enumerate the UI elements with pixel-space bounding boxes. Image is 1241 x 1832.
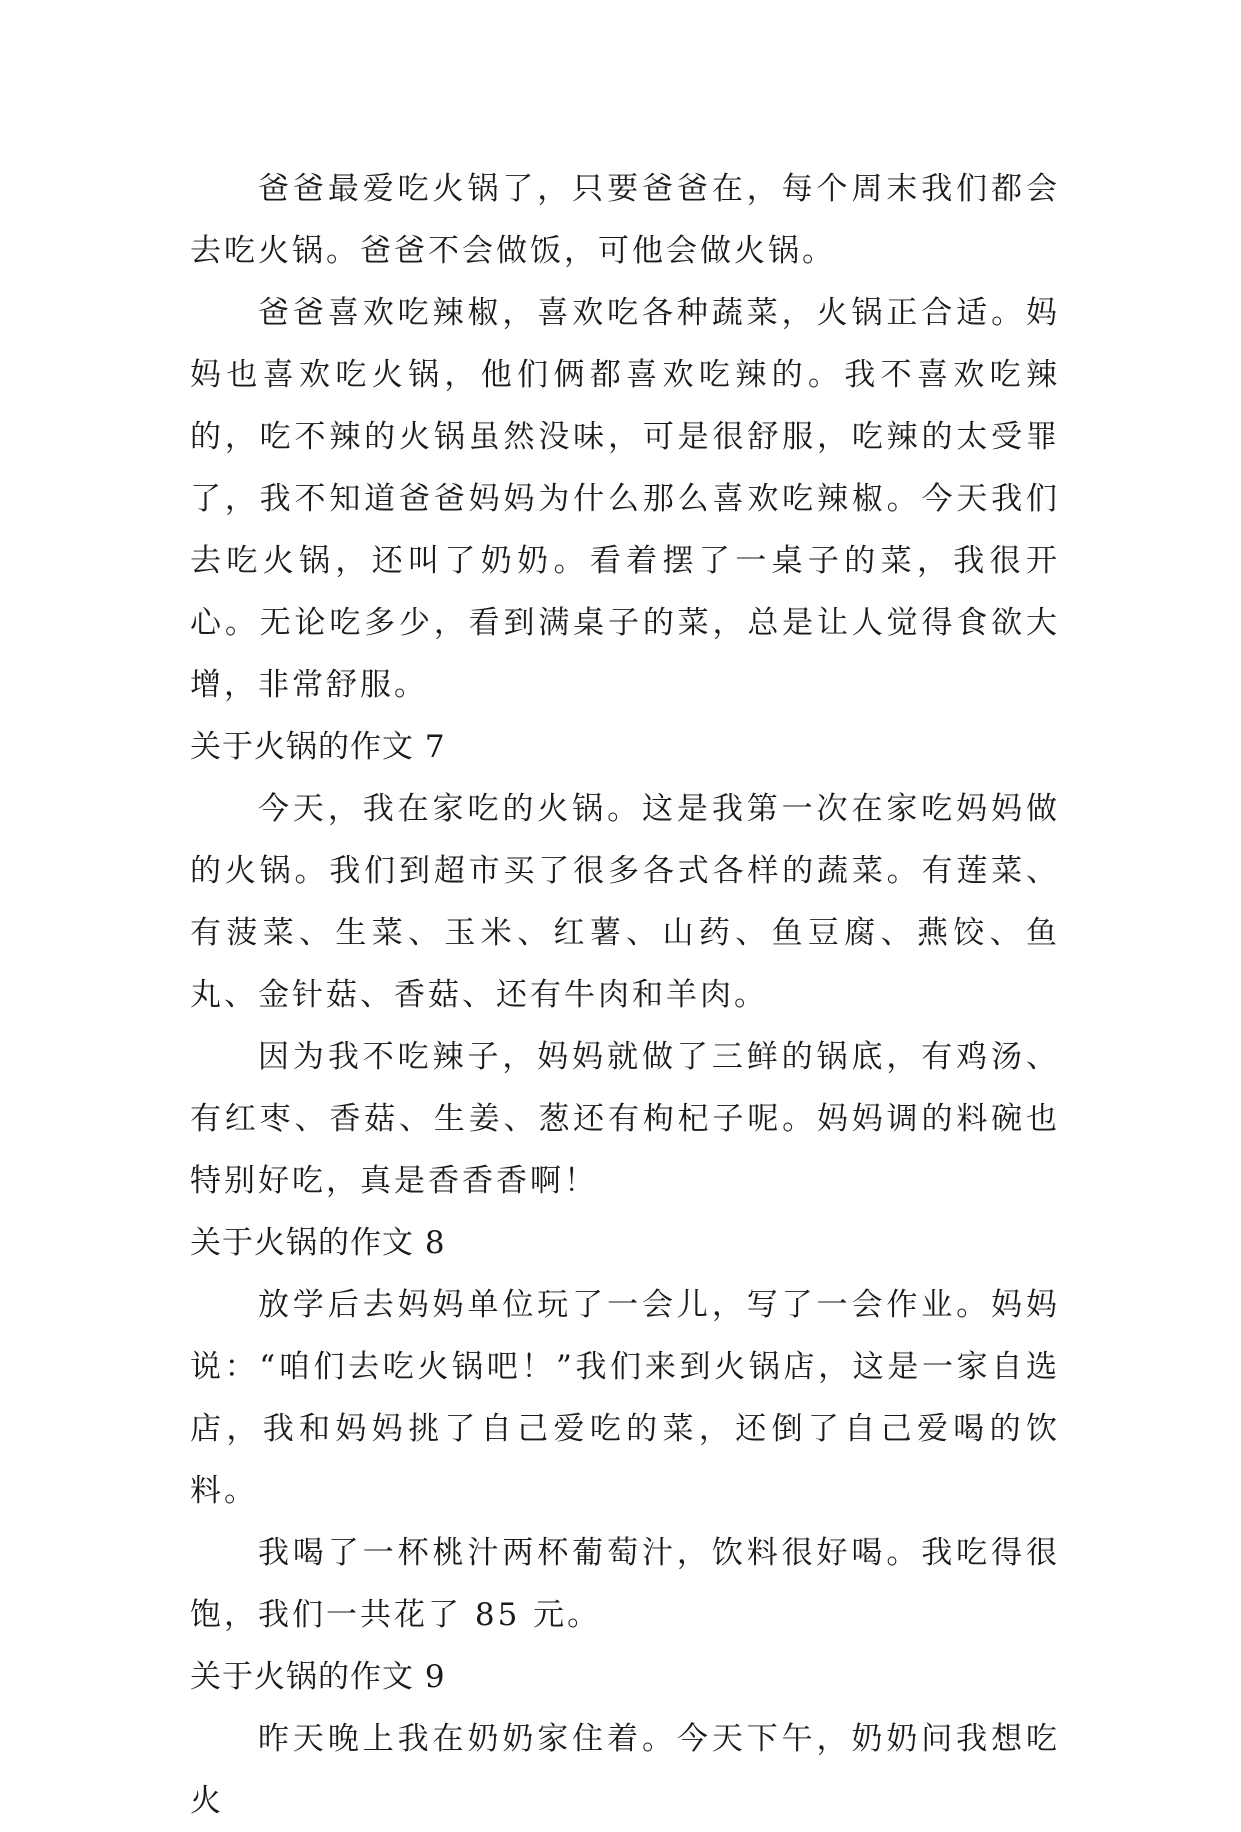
paragraph: 我喝了一杯桃汁两杯葡萄汁，饮料很好喝。我吃得很饱，我们一共花了 85 元。 (190, 1535, 1060, 1633)
paragraph: 爸爸最爱吃火锅了，只要爸爸在，每个周末我们都会去吃火锅。爸爸不会做饭，可他会做火锅。 (190, 171, 1060, 269)
section-heading: 关于火锅的作文 7 (190, 729, 446, 765)
document-body (190, 158, 1060, 1832)
section-heading: 关于火锅的作文 9 (190, 1659, 446, 1695)
paragraph: 昨天晚上我在奶奶家住着。今天下午，奶奶问我想吃火 (190, 1721, 1060, 1819)
section-heading: 关于火锅的作文 8 (190, 1225, 446, 1261)
paragraph: 因为我不吃辣子，妈妈就做了三鲜的锅底，有鸡汤、有红枣、香菇、生姜、葱还有枸杞子呢。妈妈调的料碗也特别好吃，真是香香香啊！ (190, 1039, 1060, 1199)
paragraph: 爸爸喜欢吃辣椒，喜欢吃各种蔬菜，火锅正合适。妈妈也喜欢吃火锅，他们俩都喜欢吃辣的。我不喜欢吃辣的，吃不辣的火锅虽然没味，可是很舒服，吃辣的太受罪了，我不知道爸爸妈妈为什么那么喜欢吃辣椒。今天我们去吃火锅，还叫了奶奶。看着摆了一桌子的菜，我很开心。无论吃多少，看到满桌子的菜，总是让人觉得食欲大增，非常舒服。 (190, 295, 1060, 703)
paragraph: 今天，我在家吃的火锅。这是我第一次在家吃妈妈做的火锅。我们到超市买了很多各式各样的蔬菜。有莲菜、有菠菜、生菜、玉米、红薯、山药、鱼豆腐、燕饺、鱼丸、金针菇、香菇、还有牛肉和羊肉。 (190, 791, 1060, 1013)
paragraph: 放学后去妈妈单位玩了一会儿，写了一会作业。妈妈说：“咱们去吃火锅吧！”我们来到火锅店，这是一家自选店，我和妈妈挑了自己爱吃的菜，还倒了自己爱喝的饮料。 (190, 1287, 1060, 1509)
